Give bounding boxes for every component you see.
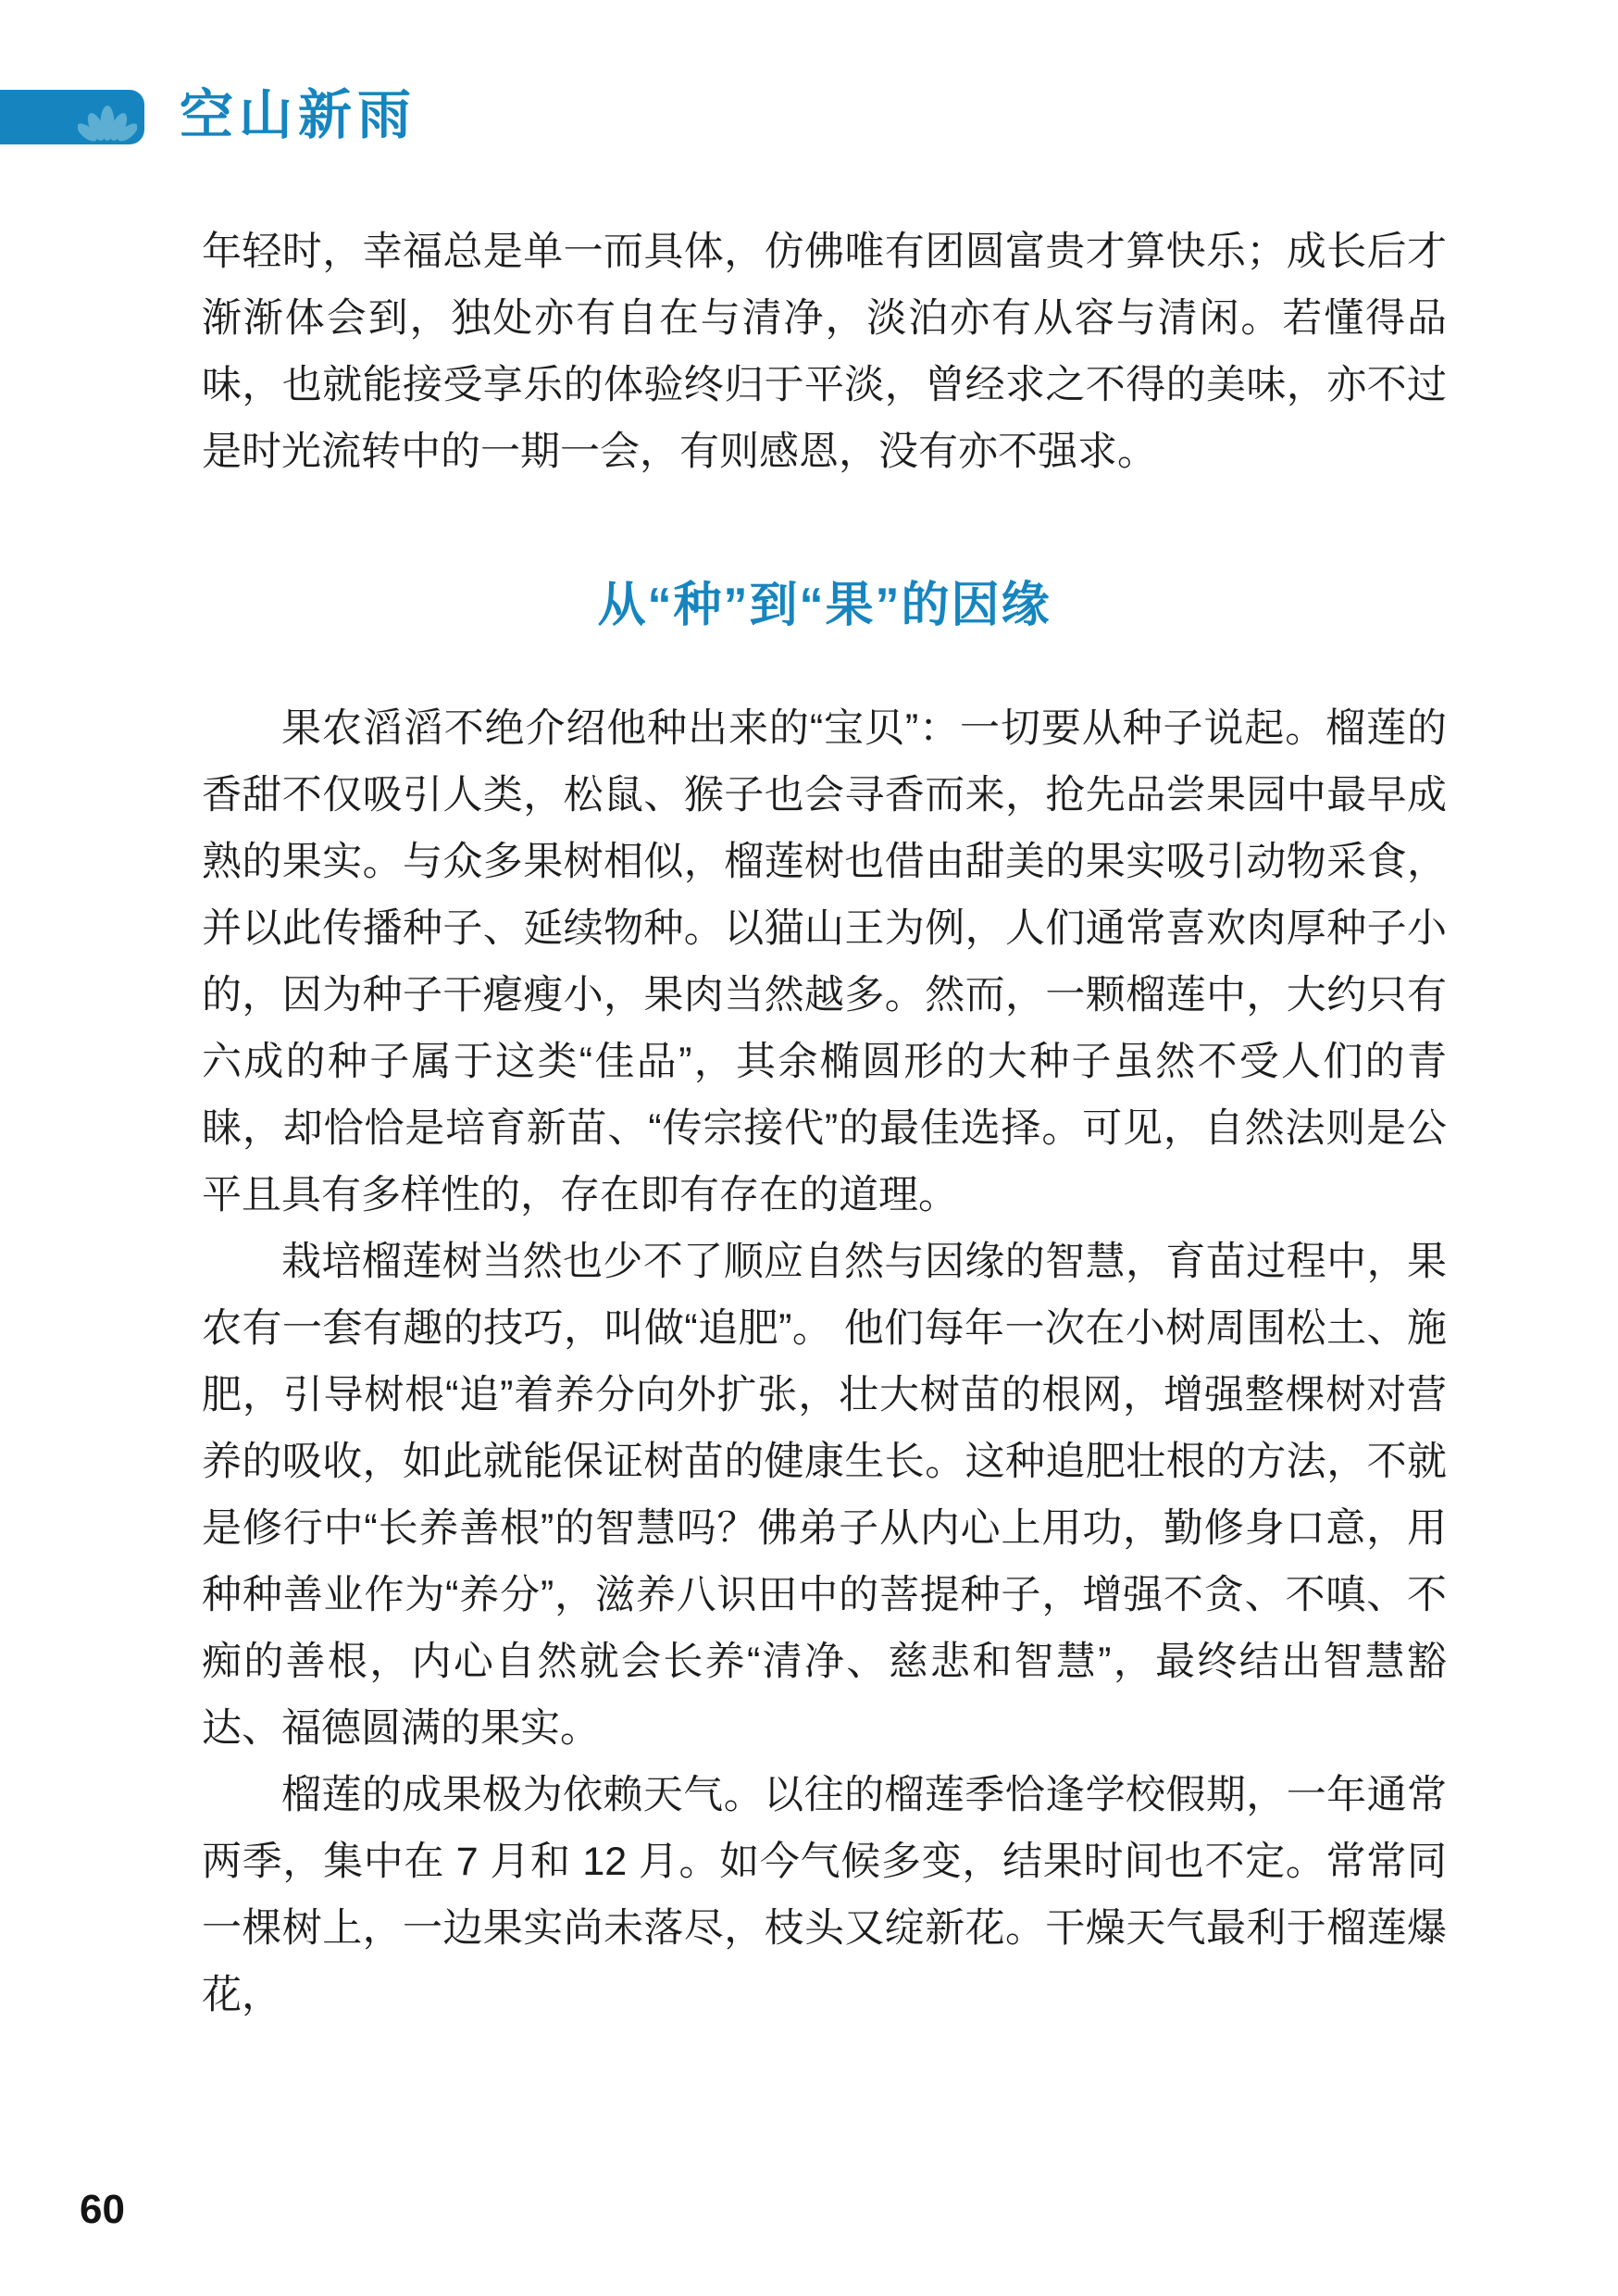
brand-bar	[0, 90, 144, 144]
paragraph-fertilize: 栽培榴莲树当然也少不了顺应自然与因缘的智慧，育苗过程中，果农有一套有趣的技巧，叫做“追肥”。 他们每年一次在小树周围松土、施肥，引导树根“追”着养分向外扩张，壮大树苗的根网，增强整棵树对营养的吸收，如此就能保证树苗的健康生长。这种追肥壮根的方法，不就是修行中“长养善根”的智慧吗？佛弟子从内心上用功，勤修身口意，用种种善业作为“养分”，滋养八识田中的菩提种子，增强不贪、不嗔、不痴的善根，内心自然就会长养“清净、慈悲和智慧”，最终结出智慧豁达、福德圆满的果实。	[202, 1240, 1447, 1751]
brand-logo-text: 空山新雨	[180, 85, 417, 145]
page-number: 60	[80, 2187, 125, 2232]
paragraph-weather: 榴莲的成果极为依赖天气。以往的榴莲季恰逢学校假期，一年通常两季，集中在 7 月和 12 月。如今气候多变，结果时间也不定。常常同一棵树上，一边果实尚未落尽，枝头又绽新花。干燥天气最利于榴莲爆花，	[202, 1773, 1447, 2017]
paragraph-seed: 果农滔滔不绝介绍他种出来的“宝贝”：一切要从种子说起。榴莲的香甜不仅吸引人类，松鼠、猴子也会寻香而来，抢先品尝果园中最早成熟的果实。与众多果树相似，榴莲树也借由甜美的果实吸引动物采食，并以此传播种子、延续物种。以猫山王为例，人们通常喜欢肉厚种子小的，因为种子干瘪瘦小，果肉当然越多。然而，一颗榴莲中，大约只有六成的种子属于这类“佳品”，其余椭圆形的大种子虽然不受人们的青睐，却恰恰是培育新苗、“传宗接代”的最佳选择。可见，自然法则是公平且具有多样性的，存在即有存在的道理。	[202, 706, 1447, 1217]
article-body	[202, 218, 1447, 2028]
intro-paragraph: 年轻时，幸福总是单一而具体，仿佛唯有团圆富贵才算快乐；成长后才渐渐体会到，独处亦有自在与清净，淡泊亦有从容与清闲。若懂得品味，也就能接受享乐的体验终归于平淡，曾经求之不得的美味，亦不过是时光流转中的一期一会，有则感恩，没有亦不强求。	[202, 230, 1447, 474]
section-title: 从“种”到“果”的因缘	[597, 579, 1052, 632]
